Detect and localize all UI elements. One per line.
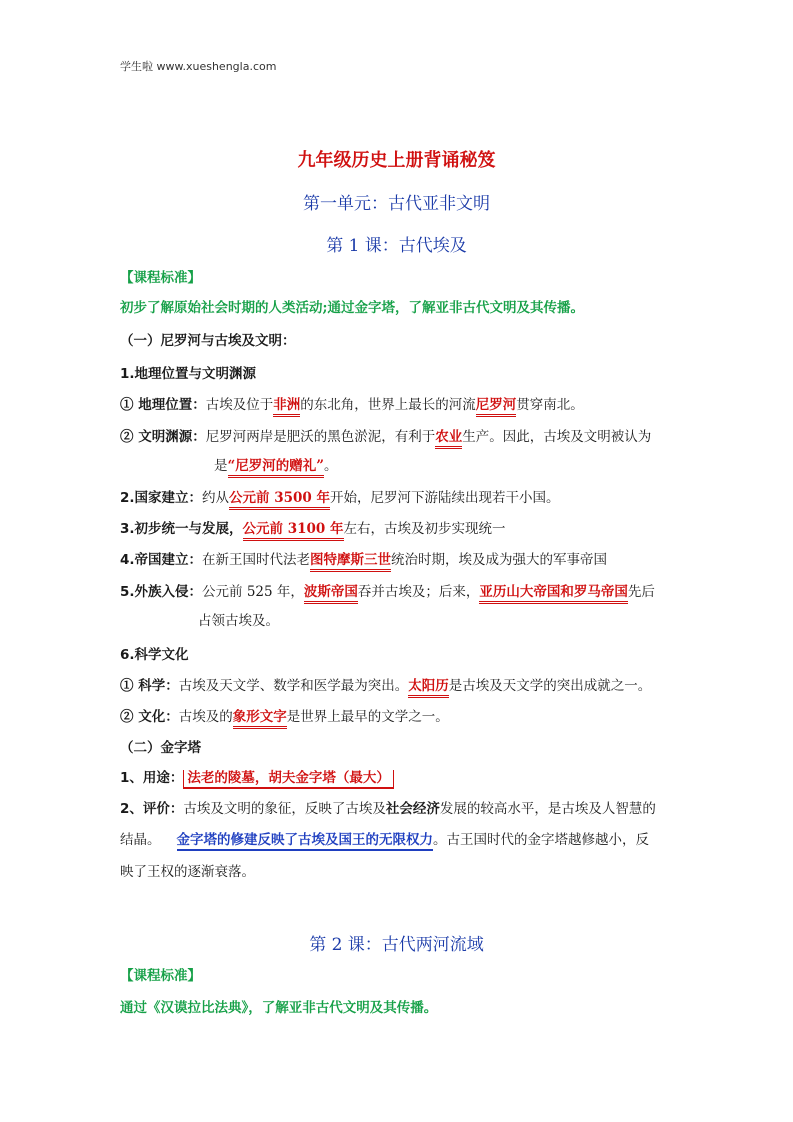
section1-title: （一）尼罗河与古埃及文明： [120, 333, 296, 349]
keyword-alexander-rome: 亚历山大帝国和罗马帝国 [479, 584, 628, 604]
keyword-agriculture: 农业 [435, 429, 462, 449]
keyword-pyramid-power: 金字塔的修建反映了古埃及国王的无限权力 [177, 832, 434, 851]
culture-line: ② 文化：古埃及的象形文字是世界上最早的文学之一。 [120, 707, 449, 727]
item5-line-2: 占领古埃及。 [198, 613, 279, 629]
page-header: 学生啦 www.xueshengla.com [120, 60, 277, 73]
keyword-3100bc: 公元前 3100 年 [243, 521, 344, 541]
lesson2-title: 第 2 课：古代两河流域 [309, 935, 484, 955]
s1-heading: 1.地理位置与文明渊源 [120, 366, 257, 382]
science-line: ① 科学：古埃及天文学、数学和医学最为突出。太阳历是古埃及天文学的突出成就之一。 [120, 676, 651, 696]
eval-line-3: 映了王权的逐渐衰落。 [120, 864, 255, 880]
item3-line: 3.初步统一与发展，公元前 3100 年左右，古埃及初步实现统一 [120, 519, 506, 539]
lesson1-standard-text: 初步了解原始社会时期的人类活动;通过金字塔，了解亚非古代文明及其传播。 [120, 300, 584, 316]
keyword-persia: 波斯帝国 [304, 584, 358, 604]
keyword-thutmose: 图特摩斯三世 [310, 552, 391, 572]
use-line: 1、用途： 法老的陵墓，胡夫金字塔（最大） [120, 768, 394, 788]
eval-line: 2、评价：古埃及文明的象征，反映了古埃及社会经济发展的较高水平，是古埃及人智慧的 [120, 801, 656, 817]
item4-line: 4.帝国建立：在新王国时代法老图特摩斯三世统治时期，埃及成为强大的军事帝国 [120, 550, 607, 570]
unit-title: 第一单元：古代亚非文明 [303, 194, 490, 214]
keyword-social-economy: 社会经济 [385, 801, 440, 817]
lesson2-standard-text: 通过《汉谟拉比法典》，了解亚非古代文明及其传播。 [120, 1000, 438, 1016]
origin-label: ② 文明渊源： [120, 429, 206, 445]
item2-line: 2.国家建立：约从公元前 3500 年开始，尼罗河下游陆续出现若干小国。 [120, 488, 560, 508]
keyword-3500bc: 公元前 3500 年 [229, 490, 330, 510]
section2-title: （二）金字塔 [120, 740, 201, 756]
item5-line: 5.外族入侵：公元前 525 年，波斯帝国吞并古埃及；后来，亚历山大帝国和罗马帝国先后 [120, 582, 655, 602]
keyword-nile: 尼罗河 [476, 397, 517, 417]
lesson1-title: 第 1 课：古代埃及 [326, 236, 467, 256]
lesson1-standard-label: 【课程标准】 [120, 270, 201, 286]
eval-line-2: 结晶。 金字塔的修建反映了古埃及国王的无限权力。古王国时代的金字塔越修越小，反 [120, 830, 649, 850]
main-title: 九年级历史上册背诵秘笈 [297, 150, 496, 171]
lesson2-standard-label: 【课程标准】 [120, 968, 201, 984]
keyword-hieroglyphs: 象形文字 [233, 709, 287, 729]
geo-line: ① 地理位置：古埃及位于非洲的东北角，世界上最长的河流尼罗河贯穿南北。 [120, 395, 584, 415]
keyword-solar-calendar: 太阳历 [408, 678, 449, 698]
s6-heading: 6.科学文化 [120, 647, 189, 663]
keyword-nile-gift: “尼罗河的赠礼” [228, 458, 325, 478]
origin-line-2: 是“尼罗河的赠礼”。 [214, 456, 338, 476]
geo-label: ① 地理位置： [120, 397, 206, 413]
keyword-pharaoh-tomb: 法老的陵墓，胡夫金字塔（最大） [183, 770, 394, 789]
keyword-africa: 非洲 [273, 397, 300, 417]
origin-line: ② 文明渊源：尼罗河两岸是肥沃的黑色淤泥，有利于农业生产。因此，古埃及文明被认为 [120, 427, 651, 447]
